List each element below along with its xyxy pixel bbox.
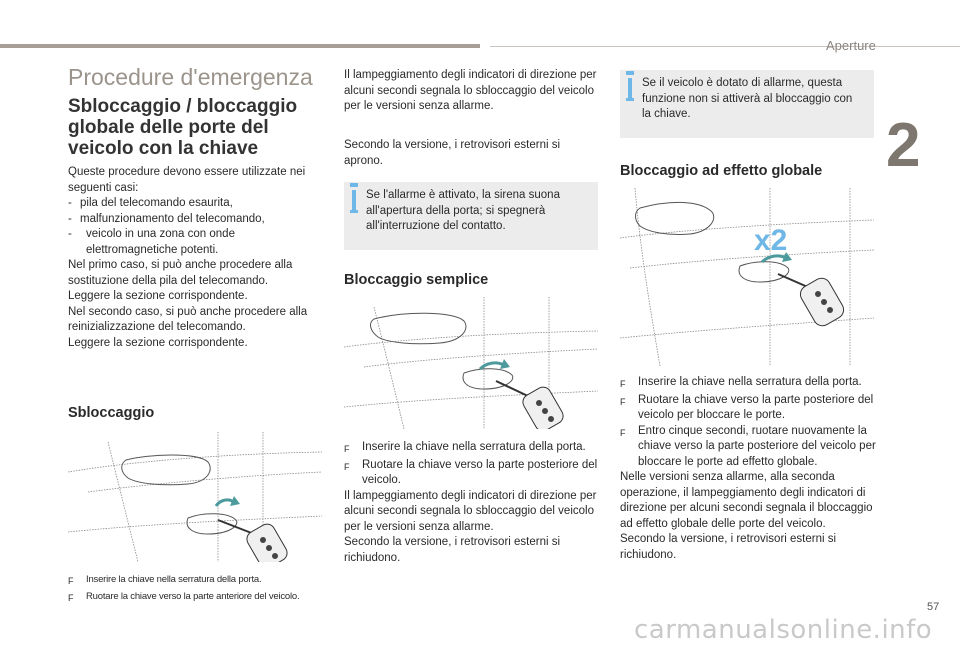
intro-line: Nel secondo caso, si può anche procedere alla reinizializzazione del telecomando. — [68, 305, 308, 333]
alarm-notice-text: Se il veicolo è dotato di allarme, questa funzione non si attiverà al bloccaggio con la chiave. — [642, 77, 853, 120]
info-icon — [628, 78, 632, 100]
alarm-info-text: Se l'allarme è attivato, la sirena suona all'apertura della porta; si spegnerà all'interruzione del contatto. — [366, 189, 560, 232]
subtitle: Sbloccaggio / bloccaggio globale delle porte del veicolo con la chiave — [68, 96, 298, 159]
step-text: Inserire la chiave nella serratura della porta. — [638, 376, 862, 388]
intro-line: Nel primo caso, si può anche procedere alla sostituzione della pila del telecomando. — [68, 259, 293, 287]
intro-line: Queste procedure devono essere utilizzate nei seguenti casi: — [68, 166, 306, 194]
step-item — [344, 440, 602, 458]
middle-para-2: Secondo la versione, i retrovisori esterni si aprono. — [344, 139, 561, 167]
bullet-mark: F — [620, 427, 626, 438]
header-bar — [0, 44, 480, 48]
semplice-heading: Bloccaggio semplice — [344, 272, 489, 288]
step-text: Ruotare la chiave verso la parte posteriore del veicolo per bloccare le porte. — [638, 393, 874, 421]
semplice-steps — [344, 440, 602, 566]
semplice-para-1: Il lampeggiamento degli indicatori di direzione per alcuni secondi segnala lo sbloccaggio del veicolo per le versioni senza allarme. — [344, 489, 597, 533]
step-text: Inserire la chiave nella serratura della porta. — [362, 441, 586, 453]
step-item — [620, 393, 878, 424]
section-label: Aperture — [826, 38, 876, 53]
bullet-mark: F — [620, 379, 626, 389]
car-door-key-illustration — [344, 297, 598, 429]
alarm-notice-box — [620, 70, 874, 138]
globale-para-1: Nelle versioni senza allarme, alla seconda operazione, il lampeggiamento degli indicatori di direzione per alcuni secondi segnala il bloccaggio ad effetto globale delle porte del veicolo. — [620, 471, 873, 530]
step-item — [620, 375, 878, 393]
step-text: Entro cinque secondi, ruotare nuovamente la chiave verso la parte posteriore del veicolo per bloccare le porte ad effetto globale. — [638, 424, 876, 468]
sbloccaggio-steps — [68, 572, 328, 606]
step-text: Inserire la chiave nella serratura della porta. — [86, 574, 262, 585]
bullet-mark: F — [620, 396, 626, 407]
middle-para-1: Il lampeggiamento degli indicatori di direzione per alcuni secondi segnala lo sbloccaggio del veicolo per le versioni senza allarme. — [344, 69, 597, 112]
intro-text — [68, 165, 323, 351]
intro-line: Leggere la sezione corrispondente. — [68, 336, 248, 349]
step-item — [68, 589, 328, 606]
sbloccaggio-illustration — [68, 432, 322, 562]
bullet-mark: F — [344, 461, 350, 472]
bullet-mark: F — [68, 576, 74, 586]
intro-line: - veicolo in una zona con onde elettromagnetiche potenti. — [68, 227, 323, 258]
semplice-illustration — [344, 297, 598, 429]
step-item — [68, 572, 328, 589]
page-number: 57 — [927, 601, 940, 613]
bullet-mark: F — [344, 444, 350, 454]
step-item — [620, 424, 878, 471]
semplice-para-2: Secondo la versione, i retrovisori esterni si richiudono. — [344, 536, 561, 564]
globale-illustration — [620, 188, 874, 366]
bullet-mark: F — [68, 593, 74, 603]
step-text: Ruotare la chiave verso la parte posteriore del veicolo. — [362, 458, 598, 486]
intro-line: Leggere la sezione corrispondente. — [68, 290, 248, 302]
sbloccaggio-heading: Sbloccaggio — [68, 405, 155, 421]
header-rule — [490, 46, 960, 47]
car-door-key-illustration — [68, 432, 322, 562]
intro-line: - pila del telecomando esaurita, — [68, 197, 233, 209]
globale-steps — [620, 375, 878, 563]
globale-para-2: Secondo la versione, i retrovisori esterni si richiudono. — [620, 533, 837, 561]
step-item — [344, 458, 602, 489]
watermark: carmanualsonline.info — [634, 615, 933, 645]
globale-heading: Bloccaggio ad effetto globale — [620, 163, 823, 179]
step-text: Ruotare la chiave verso la parte anteriore del veicolo. — [86, 591, 300, 602]
page-title: Procedure d'emergenza — [68, 64, 313, 90]
info-icon — [352, 190, 356, 212]
x2-badge: x2 — [754, 224, 788, 257]
alarm-info-box — [344, 182, 598, 250]
intro-line-text: veicolo in una zona con onde elettromagnetiche potenti. — [86, 228, 235, 256]
car-door-key-illustration — [620, 188, 874, 366]
chapter-number: 2 — [886, 111, 921, 180]
intro-line: - malfunzionamento del telecomando, — [68, 212, 265, 225]
